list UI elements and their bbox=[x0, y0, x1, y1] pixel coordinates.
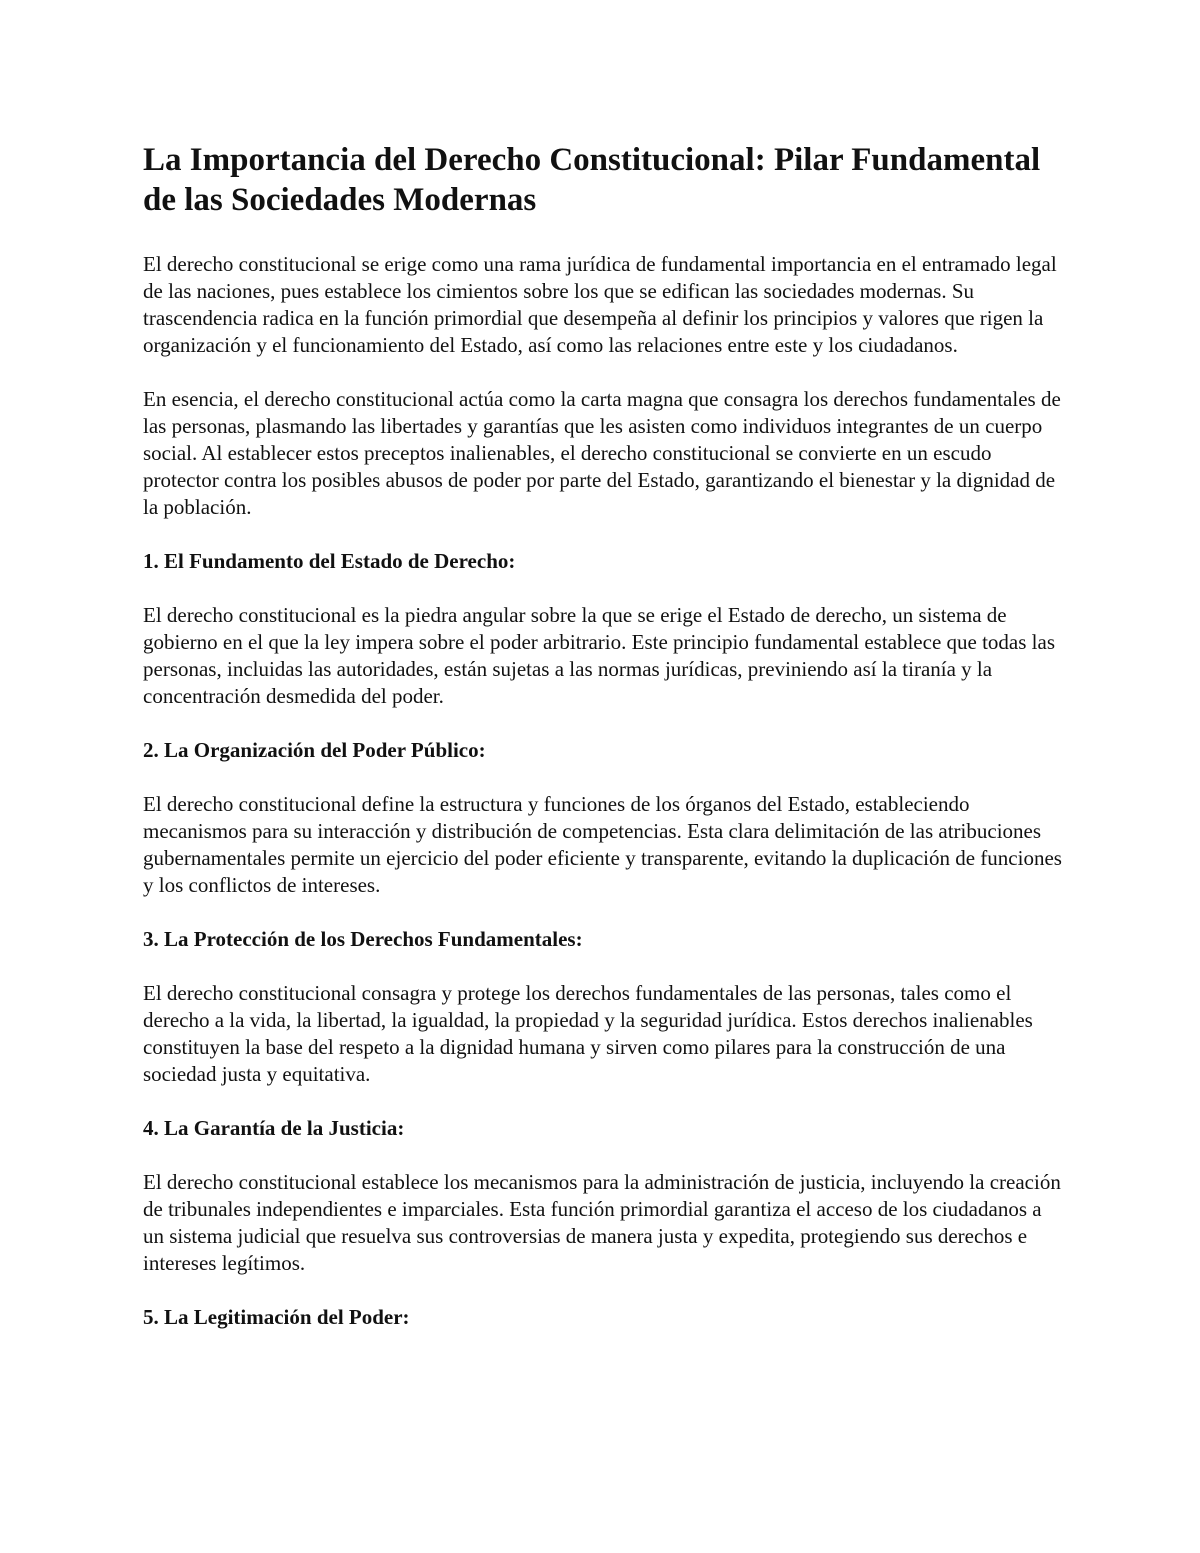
document-page bbox=[143, 140, 1063, 1331]
section-paragraph: El derecho constitucional define la estructura y funciones de los órganos del Estado, estableciendo mecanismos para su interacción y distribución de competencias. Esta clara delimitación de las atribuciones gubernamentales permite un ejercicio del poder eficiente y transparente, evitando la duplicación de funciones y los conflictos de intereses. bbox=[143, 792, 1062, 897]
section-4 bbox=[143, 1115, 1063, 1277]
section-heading: 3. La Protección de los Derechos Fundamentales: bbox=[143, 927, 583, 951]
section-paragraph: El derecho constitucional es la piedra angular sobre la que se erige el Estado de derecho, un sistema de gobierno en el que la ley impera sobre el poder arbitrario. Este principio fundamental establece que todas las personas, incluidas las autoridades, están sujetas a las normas jurídicas, previniendo así la tiranía y la concentración desmedida del poder. bbox=[143, 603, 1055, 708]
section-1 bbox=[143, 548, 1063, 710]
intro-paragraph-1: El derecho constitucional se erige como una rama jurídica de fundamental importancia en el entramado legal de las naciones, pues establece los cimientos sobre los que se edifican las sociedades modernas. Su trascendencia radica en la función primordial que desempeña al definir los principios y valores que rigen la organización y el funcionamiento del Estado, así como las relaciones entre este y los ciudadanos. bbox=[143, 252, 1057, 357]
section-2 bbox=[143, 737, 1063, 899]
section-heading: 2. La Organización del Poder Público: bbox=[143, 738, 486, 762]
section-5 bbox=[143, 1304, 1063, 1331]
section-heading: 4. La Garantía de la Justicia: bbox=[143, 1116, 405, 1140]
section-3 bbox=[143, 926, 1063, 1088]
intro-paragraph-2: En esencia, el derecho constitucional actúa como la carta magna que consagra los derechos fundamentales de las personas, plasmando las libertades y garantías que les asisten como individuos integrantes de un cuerpo social. Al establecer estos preceptos inalienables, el derecho constitucional se convierte en un escudo protector contra los posibles abusos de poder por parte del Estado, garantizando el bienestar y la dignidad de la población. bbox=[143, 387, 1061, 519]
section-heading: 1. El Fundamento del Estado de Derecho: bbox=[143, 549, 516, 573]
document-title: La Importancia del Derecho Constitucional: Pilar Fundamental de las Sociedades Modernas bbox=[143, 142, 1041, 218]
section-paragraph: El derecho constitucional establece los mecanismos para la administración de justicia, incluyendo la creación de tribunales independientes e imparciales. Esta función primordial garantiza el acceso de los ciudadanos a un sistema judicial que resuelva sus controversias de manera justa y expedita, protegiendo sus derechos e intereses legítimos. bbox=[143, 1170, 1061, 1275]
section-heading: 5. La Legitimación del Poder: bbox=[143, 1305, 410, 1329]
section-paragraph: El derecho constitucional consagra y protege los derechos fundamentales de las personas, tales como el derecho a la vida, la libertad, la igualdad, la propiedad y la seguridad jurídica. Estos derechos inalienables constituyen la base del respeto a la dignidad humana y sirven como pilares para la construcción de una sociedad justa y equitativa. bbox=[143, 981, 1033, 1086]
